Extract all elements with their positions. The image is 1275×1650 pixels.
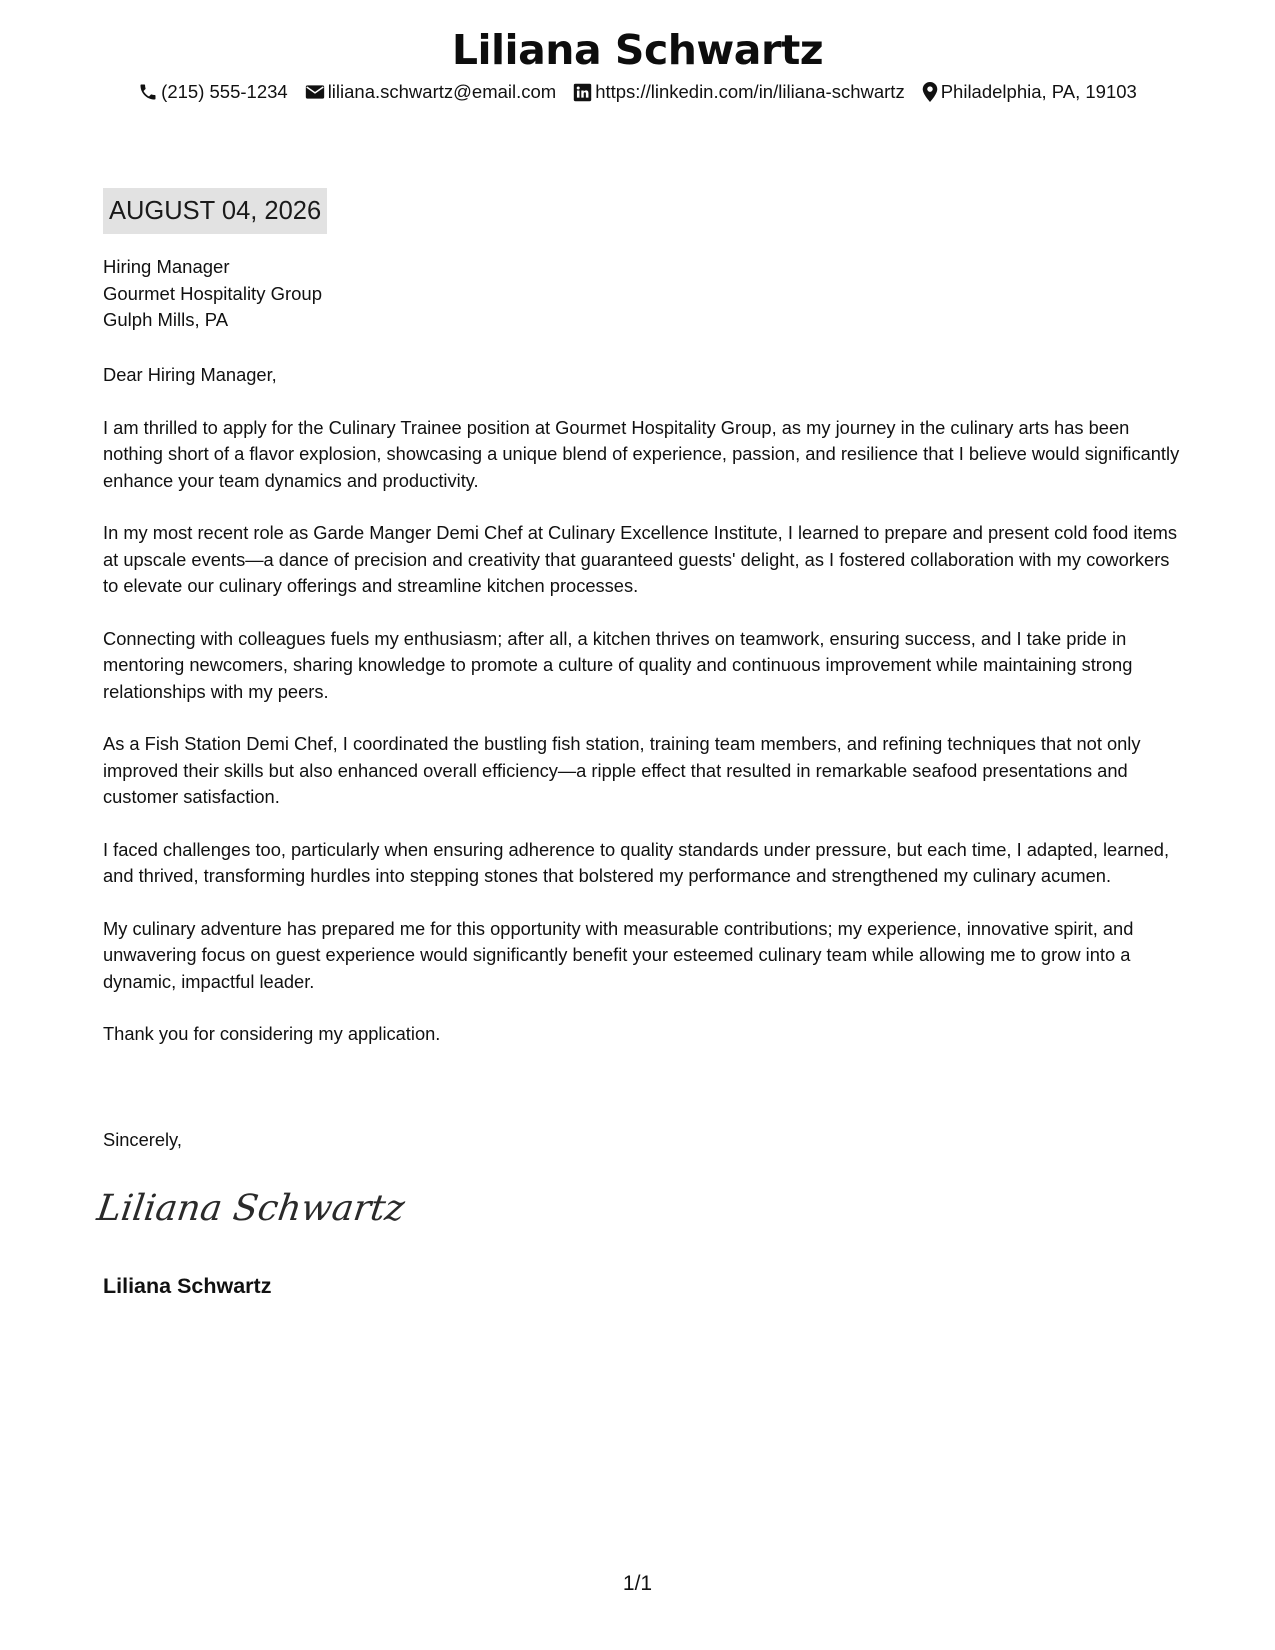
body-paragraph: As a Fish Station Demi Chef, I coordinated the bustling fish station, training team members, and refining techniques that not only improved their skills but also enhanced overall efficiency—a ripple effect that resulted in remarkable seafood presentations and customer satisfaction. <box>103 733 1141 807</box>
handwritten-signature <box>94 1176 408 1241</box>
phone-text: (215) 555-1234 <box>161 81 288 102</box>
map-pin-icon <box>922 82 938 102</box>
thank-you-line: Thank you for considering my application. <box>103 1023 441 1044</box>
linkedin-icon <box>573 83 592 102</box>
location-text: Philadelphia, PA, 19103 <box>940 81 1137 102</box>
letter-date: AUGUST 04, 2026 <box>103 188 327 234</box>
salutation: Dear Hiring Manager, <box>103 364 277 385</box>
closing-line: Sincerely, <box>103 1129 182 1150</box>
email-text: liliana.schwartz@email.com <box>327 81 557 102</box>
linkedin-text: https://linkedin.com/in/liliana-schwartz <box>595 81 905 102</box>
recipient-title: Hiring Manager <box>103 256 230 277</box>
recipient-block <box>103 254 322 334</box>
phone-icon <box>138 82 158 102</box>
body-paragraph: My culinary adventure has prepared me for this opportunity with measurable contributions; my experience, innovative spirit, and unwavering focus on guest experience would significantly benefit your esteemed culinary team while allowing me to grow into a dynamic, impactful leader. <box>103 917 1134 992</box>
signature-name: Liliana Schwartz <box>103 1274 272 1298</box>
contact-email <box>305 79 557 105</box>
body-paragraph: In my most recent role as Garde Manger Demi Chef at Culinary Excellence Institute, I learned to prepare and present cold food items at upscale events—a dance of precision and creativity that guaranteed guests' delight, as I fostered collaboration with my coworkers to elevate our culinary offerings and streamline kitchen processes. <box>103 522 1178 596</box>
contact-linkedin <box>573 79 905 105</box>
letter-body <box>103 362 1183 1074</box>
signature-script: Liliana Schwartz <box>94 1186 408 1229</box>
body-paragraph: I faced challenges too, particularly when ensuring adherence to quality standards under pressure, but each time, I adapted, learned, and thrived, transforming hurdles into stepping stones that bolstered my performance and strengthened my culinary acumen. <box>103 838 1170 886</box>
body-paragraph: I am thrilled to apply for the Culinary Trainee position at Gourmet Hospitality Group, as my journey in the culinary arts has been nothing short of a flavor explosion, showcasing a unique blend of experience, passion, and resilience that I believe would significantly enhance your team dynamics and productivity. <box>103 416 1180 491</box>
contact-bar <box>0 79 1275 105</box>
applicant-name-heading: Liliana Schwartz <box>451 26 824 74</box>
contact-location <box>922 79 1137 105</box>
body-paragraph: Connecting with colleagues fuels my enthusiasm; after all, a kitchen thrives on teamwork, ensuring success, and I take pride in mentoring newcomers, sharing knowledge to promote a culture of quality and continuous improvement while maintaining strong relationships with my peers. <box>103 627 1133 702</box>
contact-phone <box>138 79 288 105</box>
envelope-icon <box>305 83 325 101</box>
page-number: 1/1 <box>622 1572 653 1595</box>
recipient-location: Gulph Mills, PA <box>103 309 229 330</box>
recipient-company: Gourmet Hospitality Group <box>103 282 323 304</box>
